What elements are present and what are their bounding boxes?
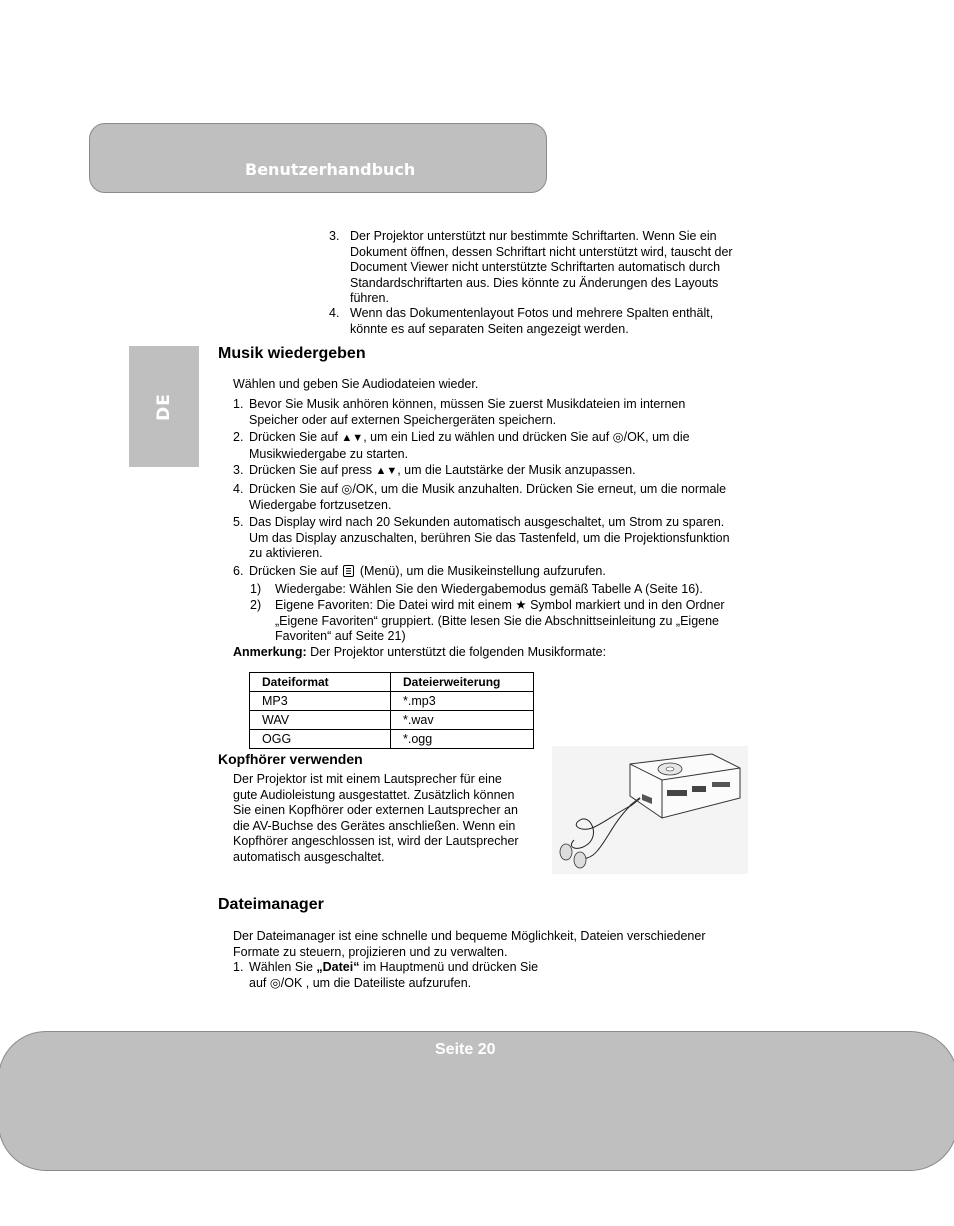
list-number: 4.: [329, 306, 340, 320]
step-text: Drücken Sie auf ▲▼, um ein Lied zu wählen und drücken Sie auf ◎/OK, um die Musikwiedergabe zu starten.: [249, 430, 690, 461]
ok-button-icon: ◎: [269, 975, 281, 990]
sub-step-text: Eigene Favoriten: Die Datei wird mit einem ★ Symbol markiert und in den Ordner „Eigene Favoriten“ gruppiert. (Bitte lesen Sie die Abschnittseinleitung zu „Eigene Favoriten“ auf Seite 21): [275, 598, 725, 643]
music-intro: Wählen und geben Sie Audiodateien wieder.: [233, 377, 479, 391]
datei-label: „Datei“: [316, 960, 360, 974]
step-text: Bevor Sie Musik anhören können, müssen Sie zuerst Musikdateien im internen Speicher oder auf externen Speichergeräten speichern.: [249, 397, 686, 427]
step-text: Drücken Sie auf (Menü), um die Musikeinstellung aufzurufen.: [249, 564, 606, 578]
sub-step-text: Wiedergabe: Wählen Sie den Wiedergabemodus gemäß Tabelle A (Seite 16).: [275, 582, 703, 596]
table-cell: *.ogg: [391, 730, 534, 749]
step-number: 5.: [233, 515, 244, 529]
sub-step-number: 1): [250, 582, 262, 596]
note-text: Der Projektor unterstützt die folgenden Musikformate:: [306, 645, 607, 659]
language-label: DE: [154, 392, 174, 421]
note-label: Anmerkung:: [233, 645, 307, 659]
file-manager-heading: Dateimanager: [218, 896, 324, 913]
projector-headphones-illustration: [552, 746, 748, 874]
step-number: 3.: [233, 463, 244, 477]
list-text: Wenn das Dokumentenlayout Fotos und mehrere Spalten enthält, könnte es auf separaten Seiten angezeigt werden.: [350, 306, 714, 336]
table-cell: OGG: [250, 730, 391, 749]
headphones-text: Der Projektor ist mit einem Lautsprecher für eine gute Audioleistung ausgestattet. Zusätzlich können Sie einen Kopfhörer oder externen Lautsprecher an die AV-Buchse des Gerätes anschließen. Wenn ein Kopfhörer angeschlossen ist, wird der Lautsprecher automatisch ausgeschaltet.: [233, 772, 519, 864]
table-cell: *.wav: [391, 711, 534, 730]
ok-button-icon: ◎: [341, 482, 353, 496]
step-text: Wählen Sie „Datei“ im Hauptmenü und drücken Sie auf ◎/OK , um die Dateiliste aufzurufen.: [249, 960, 539, 990]
list-number: 3.: [329, 229, 340, 243]
music-format-table: [249, 672, 534, 749]
table-header-cell: Dateiformat: [250, 673, 391, 692]
table-cell: WAV: [250, 711, 391, 730]
table-row: [250, 730, 534, 749]
step-number: 2.: [233, 430, 244, 444]
music-heading: Musik wiedergeben: [218, 345, 366, 362]
headphones-heading: Kopfhörer verwenden: [218, 751, 363, 767]
step-text: Drücken Sie auf press ▲▼, um die Lautstärke der Musik anzupassen.: [249, 463, 636, 477]
page-number: Seite 20: [435, 1041, 496, 1058]
step-text: Drücken Sie auf ◎/OK, um die Musik anzuhalten. Drücken Sie erneut, um die normale Wiedergabe fortzusetzen.: [249, 482, 727, 512]
star-icon: ★: [515, 598, 527, 612]
ok-button-icon: ◎: [612, 430, 624, 444]
step-number: 6.: [233, 564, 244, 578]
table-cell: MP3: [250, 692, 391, 711]
step-number: 4.: [233, 482, 244, 496]
step-text: Das Display wird nach 20 Sekunden automatisch ausgeschaltet, um Strom zu sparen. Um das Display anzuschalten, berühren Sie das Tastenfeld, um die Projektionsfunktion zu aktivieren.: [249, 515, 730, 560]
sub-step-number: 2): [250, 598, 262, 612]
up-down-arrows-icon: ▲▼: [375, 465, 398, 477]
language-side-tab: [129, 346, 199, 467]
list-text: Der Projektor unterstützt nur bestimmte Schriftarten. Wenn Sie ein Dokument öffnen, dessen Schriftart nicht unterstützt wird, tauscht der Document Viewer nicht unterstützte Schriftarten automatisch durch Standardschriftarten aus. Dies könnte zu Änderungen des Layouts führen.: [350, 229, 733, 305]
up-down-arrows-icon: ▲▼: [341, 432, 364, 444]
table-row: [250, 692, 534, 711]
music-note: [233, 645, 606, 661]
header-tab: [89, 123, 547, 193]
table-row: [250, 711, 534, 730]
step-number: 1.: [233, 397, 244, 411]
table-header-row: [250, 673, 534, 692]
file-manager-intro: Der Dateimanager ist eine schnelle und bequeme Möglichkeit, Dateien verschiedener Formate zu steuern, projizieren und zu verwalten.: [233, 929, 706, 959]
table-cell: *.mp3: [391, 692, 534, 711]
header-title: Benutzerhandbuch: [245, 160, 416, 179]
menu-icon: [343, 565, 354, 577]
table-header-cell: Dateierweiterung: [391, 673, 534, 692]
step-number: 1.: [233, 960, 244, 974]
